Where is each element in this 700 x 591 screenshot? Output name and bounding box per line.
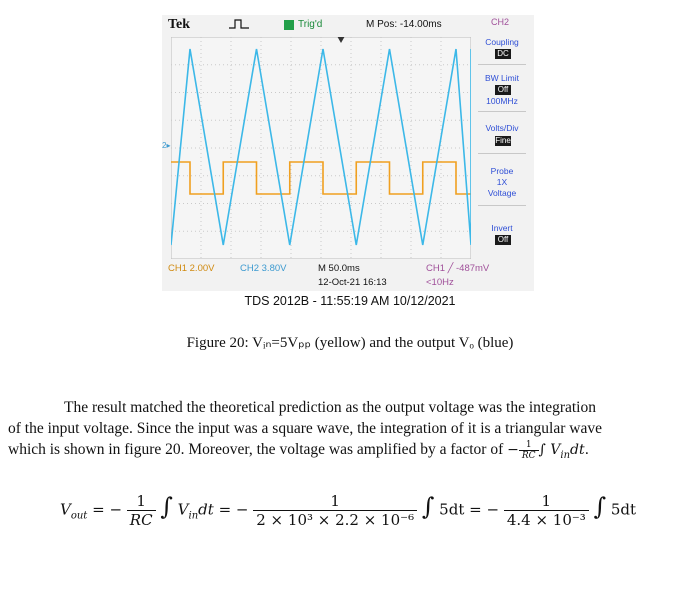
numeric-fraction-1: $\frac{1}{\text{2 × 10³ × 2.2 × 10⁻⁶}}$ [253,492,417,529]
trigger-readout: CH1 ╱ -487mV [426,263,490,274]
probe-label: Probe [490,166,514,176]
inline-factor-formula: − $\frac{1}{RC}$ ∫ $V_{in}dt$. [507,439,590,461]
datetime: 12-Oct-21 16:13 [318,277,387,288]
trigger-status: Trig'd [298,19,323,30]
trigger-edge-icon [228,18,250,30]
coupling-label: Coupling [485,37,519,47]
invert-label: Invert [491,223,513,233]
figure-caption: Figure 20: Vᵢₙ=5Vₚₚ (yellow) and the output Vₒ (blue) [186,335,514,351]
trigger-status-icon [284,20,294,30]
image-caption: TDS 2012B - 11:55:19 AM 10/12/2021 [244,294,456,308]
numeric-fraction-2: $\frac{1}{\text{4.4 × 10⁻³}}$ [504,492,589,529]
ch1-scale: CH1 2.00V [168,263,215,274]
invert-value[interactable]: Off [495,235,511,245]
ch2-side-menu [474,33,530,263]
frequency-readout: <10Hz [426,277,454,288]
one-over-rc: $\frac{1}{RC}$ [127,492,156,529]
ch2-scale: CH2 3.80V [240,263,287,274]
coupling-value[interactable]: DC [495,49,511,59]
probe-attenuation[interactable]: 1X [496,177,508,187]
volts-div-value[interactable]: Fine [495,136,511,145]
body-paragraph [8,397,696,466]
brand-logo: Tek [168,17,191,32]
vout-symbol: V [60,500,71,519]
m-position: M Pos: -14.00ms [366,19,442,30]
ch2-menu-tab[interactable]: CH2 [490,17,509,27]
scope-top-bar [162,15,534,35]
paragraph-line-3: which is shown in figure 20. Moreover, the voltage was amplified by a factor of − $\frac{1}{RC}$ ∫ $V_{in}dt$. [8,439,590,461]
paragraph-line-1: The result matched the theoretical prediction as the output voltage was the integration [64,399,596,416]
bw-limit-label: BW Limit [485,73,519,83]
integration-equation: $V_{out}$ = − $\frac{1}{RC}$ ∫ $V_{in}dt$ = − $\frac{1}{\text{2 × 10³ × 2.2 × 10⁻⁶}}$ ∫ 5dt = − $\frac{1}{\text{4.4 × 10⁻³}}$ ∫ 5dt [60,492,637,529]
bw-limit-value[interactable]: Off [495,85,511,95]
volts-div-label: Volts/Div [485,123,519,133]
ch2-ground-marker: 2▸ [162,141,171,150]
waveform-plot [171,37,471,259]
probe-type: Voltage [487,188,517,198]
bw-limit-freq: 100MHz [486,96,518,106]
paragraph-line-2: of the input voltage. Since the input was a square wave, the integration of it is a triangular wave [8,420,602,437]
oscilloscope-screenshot [162,15,534,291]
timebase: M 50.0ms [318,263,360,274]
